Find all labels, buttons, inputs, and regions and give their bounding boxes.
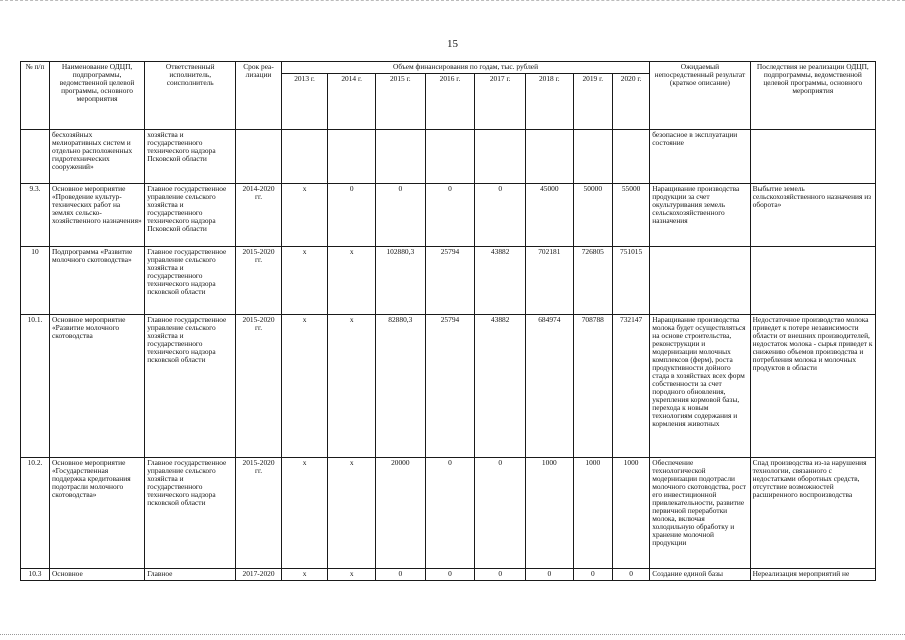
cell-value: 0 (375, 184, 425, 247)
cell-num: 10.2. (21, 458, 50, 569)
cell-expected: Наращивание производства продукции за счет окультуривания земель сельскохозяйственного назначения (650, 184, 750, 247)
cell-consequences: Нереализация мероприятий не (750, 569, 875, 581)
cell-value: 20000 (375, 458, 425, 569)
cell-value: 702181 (526, 247, 574, 315)
scan-edge-bottom (0, 634, 905, 636)
cell-value: 0 (526, 569, 574, 581)
cell-name: Основное мероприятие «Проведение культур-технических работ на землях сельско-хозяйственного назначения» (49, 184, 144, 247)
cell-value: 0 (375, 569, 425, 581)
cell-consequences: Недостаточное производство молока приведет к потере независимости области от внешних производителей, недостаток молока - сырья приведет к снижению объемов производства и потребления молока и молочных продуктов в области (750, 315, 875, 458)
page-number: 15 (447, 38, 458, 50)
cell-value: 55000 (612, 184, 649, 247)
cell-value: 25794 (425, 247, 475, 315)
header-name: Наименование ОДЦП, подпрограммы, ведомственной целевой программы, основного мероприятия (49, 62, 144, 130)
cell-value: 708788 (573, 315, 612, 458)
table-row (21, 458, 876, 569)
cell-term (236, 130, 282, 184)
cell-value: 102880,3 (375, 247, 425, 315)
cell-value (425, 130, 475, 184)
header-term: Срок реа-лизации (236, 62, 282, 130)
header-year: 2017 г. (475, 74, 526, 130)
table-row (21, 130, 876, 184)
table-row (21, 184, 876, 247)
cell-num: 10.3 (21, 569, 50, 581)
cell-consequences: Выбытие земель сельскохозяйственного назначения из оборота» (750, 184, 875, 247)
cell-name: Основное (49, 569, 144, 581)
cell-value: 0 (425, 184, 475, 247)
cell-value (526, 130, 574, 184)
table-row (21, 247, 876, 315)
cell-value: 0 (475, 458, 526, 569)
cell-responsible: Главное государственное управление сельского хозяйства и государственного технического надзора Псковской области (145, 184, 236, 247)
cell-value: 684974 (526, 315, 574, 458)
cell-value: 0 (612, 569, 649, 581)
cell-num: 10.1. (21, 315, 50, 458)
header-year: 2020 г. (612, 74, 649, 130)
header-expected: Ожидаемый непосредственный результат (краткое описание) (650, 62, 750, 130)
cell-term: 2015-2020 гг. (236, 315, 282, 458)
cell-expected: Наращивание производства молока будет осуществляться на основе строительства, реконструкции и модернизации молочных комплексов (ферм), роста продуктивности дойного стада в хозяйствах всех форм собственности за счет породного обновления, укрепления кормовой базы, перехода к новым технологиям содержания и кормления животных (650, 315, 750, 458)
cell-value: х (281, 569, 328, 581)
cell-value: 726805 (573, 247, 612, 315)
cell-value: 0 (475, 569, 526, 581)
cell-value: 25794 (425, 315, 475, 458)
cell-num: 10 (21, 247, 50, 315)
cell-value: х (328, 569, 376, 581)
cell-expected: Обеспечение технологической модернизации подотрасли молочного скотоводства, рост его инвестиционной привлекательности, развитие первичной переработки молока, включая холодильную обработку и хранение молочной продукции (650, 458, 750, 569)
cell-value: х (281, 458, 328, 569)
cell-term: 2015-2020 гг. (236, 247, 282, 315)
cell-value: 0 (425, 458, 475, 569)
cell-name: Основное мероприятие «Развитие молочного скотоводства (49, 315, 144, 458)
cell-value (375, 130, 425, 184)
cell-expected: Создание единой базы (650, 569, 750, 581)
cell-value: х (328, 247, 376, 315)
cell-responsible: Главное государственное управление сельского хозяйства и государственного технического надзора псковской области (145, 458, 236, 569)
cell-value (281, 130, 328, 184)
cell-consequences: Спад производства из-за нарушения технологии, связанного с недостатками оборотных средств, отсутствие возможностей расширенного воспроизводства (750, 458, 875, 569)
header-responsible: Ответственный исполнитель, соисполнитель (145, 62, 236, 130)
header-consequences: Последствия не реализации ОДЦП, подпрограммы, ведомственной целевой программы, основного мероприятия (750, 62, 875, 130)
header-num: № п/п (21, 62, 50, 130)
cell-name: бесхозяйных мелиоративных систем и отдельно расположенных гидротехнических сооружений» (49, 130, 144, 184)
cell-num: 9.3. (21, 184, 50, 247)
header-year: 2018 г. (526, 74, 574, 130)
cell-value: 1000 (573, 458, 612, 569)
cell-value: 43882 (475, 247, 526, 315)
cell-value: х (328, 458, 376, 569)
cell-value: 732147 (612, 315, 649, 458)
cell-value (328, 130, 376, 184)
cell-term: 2015-2020 гг. (236, 458, 282, 569)
cell-value: 1000 (612, 458, 649, 569)
header-year: 2015 г. (375, 74, 425, 130)
cell-value: 0 (425, 569, 475, 581)
cell-value: 0 (475, 184, 526, 247)
cell-value: 43882 (475, 315, 526, 458)
cell-expected: безопасное в эксплуатации состояние (650, 130, 750, 184)
cell-value (573, 130, 612, 184)
cell-responsible: Главное государственное управление сельского хозяйства и государственного технического надзора псковской области (145, 247, 236, 315)
cell-value: х (281, 247, 328, 315)
cell-expected (650, 247, 750, 315)
header-funding: Объем финансирования по годам, тыс. рублей (281, 62, 649, 74)
table-row (21, 315, 876, 458)
table-row (21, 569, 876, 581)
cell-value: х (281, 315, 328, 458)
cell-value: 0 (328, 184, 376, 247)
cell-value (612, 130, 649, 184)
cell-name: Подпрограмма «Развитие молочного скотоводства» (49, 247, 144, 315)
header-year: 2013 г. (281, 74, 328, 130)
cell-term: 2014-2020 гг. (236, 184, 282, 247)
cell-responsible: Главное (145, 569, 236, 581)
funding-table (20, 61, 876, 581)
header-year: 2014 г. (328, 74, 376, 130)
table-body (21, 62, 876, 581)
cell-value: 45000 (526, 184, 574, 247)
cell-name: Основное мероприятие «Государственная поддержка кредитования подотрасли молочного скотоводства» (49, 458, 144, 569)
header-year: 2016 г. (425, 74, 475, 130)
cell-term: 2017-2020 (236, 569, 282, 581)
cell-value: х (281, 184, 328, 247)
header-year: 2019 г. (573, 74, 612, 130)
cell-value: 1000 (526, 458, 574, 569)
cell-value: 0 (573, 569, 612, 581)
cell-value: 82880,3 (375, 315, 425, 458)
cell-value (475, 130, 526, 184)
scan-edge-top (0, 0, 905, 3)
cell-consequences (750, 130, 875, 184)
cell-responsible: Главное государственное управление сельского хозяйства и государственного технического надзора псковской области (145, 315, 236, 458)
cell-consequences (750, 247, 875, 315)
header-row-1 (21, 62, 876, 74)
cell-value: 50000 (573, 184, 612, 247)
cell-value: х (328, 315, 376, 458)
cell-value: 751015 (612, 247, 649, 315)
cell-responsible: хозяйства и государственного технического надзора Псковской области (145, 130, 236, 184)
cell-num (21, 130, 50, 184)
